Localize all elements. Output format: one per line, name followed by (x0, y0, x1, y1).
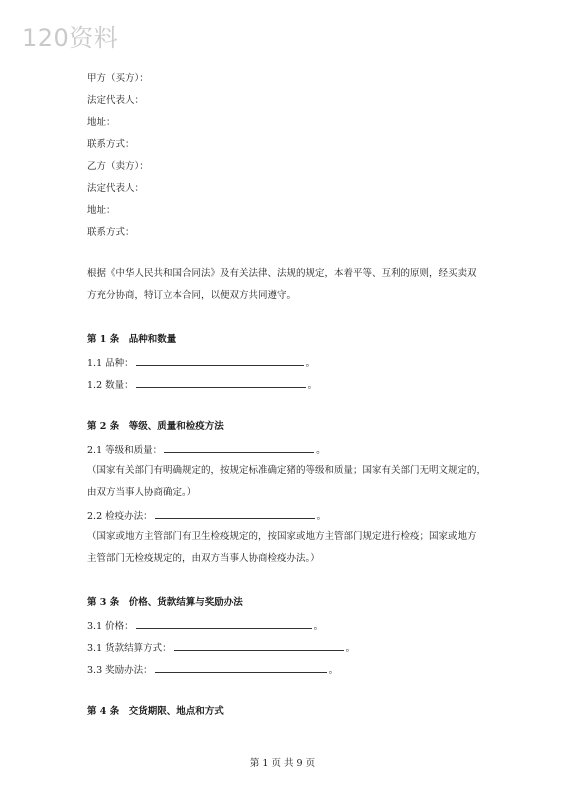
article-3-item-3 (87, 663, 338, 677)
article-2-item-2-label: 2.2 检疫办法： (87, 511, 153, 522)
period: 。 (313, 621, 324, 632)
party-a-label: 甲方（买方）： (87, 73, 149, 84)
article-3-heading: 第 3 条 价格、货款结算与奖励办法 (87, 597, 243, 608)
article-2-heading: 第 2 条 等级、质量和检疫方法 (87, 421, 224, 432)
period: 。 (316, 445, 326, 456)
article-3-item-1 (87, 619, 323, 633)
party-b-representative: 法定代表人： (87, 183, 145, 194)
article-3-item-3-label: 3.3 奖励办法： (87, 665, 153, 676)
article-3-item-2 (87, 641, 355, 655)
blank-field (136, 356, 304, 366)
article-2-note-2-line-1: （国家或地方主管部门有卫生检疫规定的，按国家或地方主管部门规定进行检疫；国家或地方 (87, 531, 477, 542)
article-3-item-1-label: 3.1 价格： (87, 621, 134, 632)
party-a-contact: 联系方式： (87, 139, 135, 150)
page-number: 第 1 页 共 9 页 (249, 758, 316, 769)
article-1-item-2 (87, 378, 317, 392)
blank-field (164, 443, 314, 453)
article-2-note-1-line-2: 由双方当事人协商确定。） (87, 487, 197, 498)
blank-field (136, 619, 312, 629)
article-3-item-2-label: 3.1 货款结算方式： (87, 643, 172, 654)
party-b-label: 乙方（卖方）： (87, 161, 149, 172)
blank-field (155, 663, 327, 673)
blank-field (174, 641, 344, 651)
article-2-item-1-label: 2.1 等级和质量： (87, 445, 163, 456)
article-1-item-2-label: 1.2 数量： (87, 380, 134, 391)
party-a-representative: 法定代表人： (87, 95, 145, 106)
article-1-heading: 第 1 条 品种和数量 (87, 334, 177, 345)
preamble-line-2: 方充分协商，特订立本合同，以便双方共同遵守。 (87, 290, 297, 301)
period: 。 (316, 511, 327, 522)
blank-field (155, 509, 315, 519)
article-2-note-1-line-1: （国家有关部门有明确规定的，按规定标准确定猪的等级和质量；国家有关部门无明文规定的， (87, 465, 487, 476)
watermark-logo: 120资料 (22, 24, 119, 52)
blank-field (136, 378, 306, 388)
party-b-contact: 联系方式： (87, 227, 135, 238)
article-2-item-2 (87, 509, 326, 523)
period: 。 (307, 380, 318, 391)
article-2-item-1 (87, 443, 326, 457)
period: 。 (305, 358, 316, 369)
period: 。 (328, 665, 339, 676)
article-4-heading: 第 4 条 交货期限、地点和方式 (87, 706, 224, 717)
period: 。 (345, 643, 356, 654)
preamble-line-1: 根据《中华人民共和国合同法》及有关法律、法规的规定，本着平等、互利的原则，经买卖双 (87, 268, 477, 279)
article-1-item-1-label: 1.1 品种： (87, 358, 134, 369)
party-a-address: 地址： (87, 117, 116, 128)
party-b-address: 地址： (87, 205, 116, 216)
article-1-item-1 (87, 356, 315, 370)
article-2-note-2-line-2: 主管部门无检疫规定的，由双方当事人协商检疫办法。） (87, 553, 320, 564)
